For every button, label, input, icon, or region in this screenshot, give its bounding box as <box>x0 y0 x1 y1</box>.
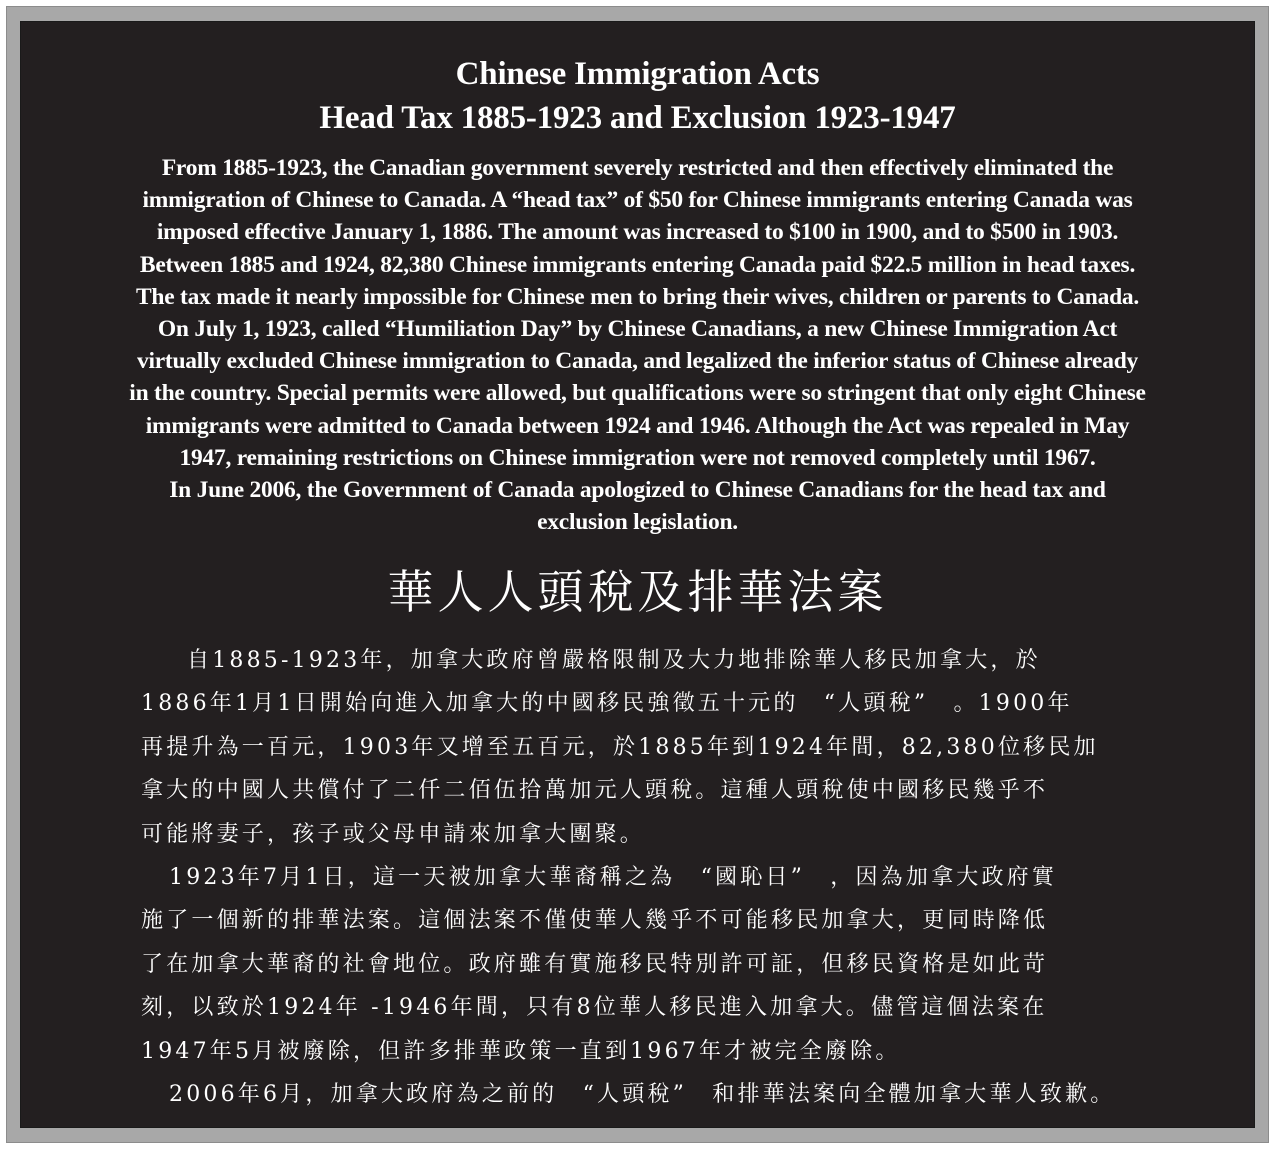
chinese-body-line: 刻，以致於1924年 -1946年間，只有8位華人移民進入加拿大。儘管這個法案在 <box>141 995 1048 1021</box>
chinese-body-line: 2006年6月，加拿大政府為之前的 “人頭稅” 和排華法案向全體加拿大華人致歉。 <box>169 1082 1116 1108</box>
chinese-body-line: 1886年1月1日開始向進入加拿大的中國移民強徵五十元的 “人頭稅” 。1900年 <box>141 691 1073 717</box>
english-body-line: immigration of Chinese to Canada. A “head tax” of $50 for Chinese immigrants entering Canada was <box>142 187 1133 214</box>
english-title-line-2: Head Tax 1885-1923 and Exclusion 1923-1947 <box>319 100 956 136</box>
english-body-line: The tax made it nearly impossible for Chinese men to bring their wives, children or parents to Canada. <box>135 283 1140 310</box>
plaque <box>20 21 1255 1128</box>
chinese-title: 華人人頭稅及排華法案 <box>387 565 888 619</box>
chinese-body-line: 1947年5月被廢除，但許多排華政策一直到1967年才被完全廢除。 <box>141 1038 901 1064</box>
english-body-line: From 1885-1923, the Canadian government severely restricted and then effectively eliminated the <box>161 155 1114 181</box>
english-body-line: immigrants were admitted to Canada between 1924 and 1946. Although the Act was repealed in May <box>145 412 1130 439</box>
english-body-line: exclusion legislation. <box>537 509 738 536</box>
english-body-line: imposed effective January 1, 1886. The amount was increased to $100 in 1900, and to $500 in 1903. <box>156 219 1119 246</box>
english-body-line: in the country. Special permits were allowed, but qualifications were so stringent that only eight Chinese <box>129 380 1146 407</box>
english-title-line-1: Chinese Immigration Acts <box>455 56 820 92</box>
chinese-body-line: 1923年7月1日，這一天被加拿大華裔稱之為 “國恥日” ，因為加拿大政府實 <box>169 865 1058 891</box>
chinese-body-line: 再提升為一百元，1903年又增至五百元，於1885年到1924年間，82,380位移民加 <box>141 734 1099 760</box>
plaque-frame <box>6 6 1269 1143</box>
english-body-line: On July 1, 1923, called “Humiliation Day” by Chinese Canadians, a new Chinese Immigration Act <box>157 316 1118 343</box>
english-body-line: Between 1885 and 1924, 82,380 Chinese immigrants entering Canada paid $22.5 million in head taxes. <box>139 251 1136 278</box>
chinese-body-line: 拿大的中國人共償付了二仟二佰伍拾萬加元人頭稅。這種人頭稅使中國移民幾乎不 <box>141 778 1049 804</box>
english-body-line: virtually excluded Chinese immigration to Canada, and legalized the inferior status of Chinese already <box>136 348 1139 375</box>
english-body-line: In June 2006, the Government of Canada apologized to Chinese Canadians for the head tax and <box>169 477 1106 504</box>
chinese-body <box>141 639 1191 1116</box>
chinese-body-line: 可能將妻子，孩子或父母申請來加拿大團聚。 <box>141 821 646 847</box>
english-body <box>21 152 1254 538</box>
english-body-line: 1947, remaining restrictions on Chinese immigration were not removed completely until 1967. <box>179 444 1096 471</box>
chinese-body-line: 施了一個新的排華法案。這個法案不僅使華人幾乎不可能移民加拿大，更同時降低 <box>141 908 1049 934</box>
chinese-body-line: 了在加拿大華裔的社會地位。政府雖有實施移民特別許可証，但移民資格是如此苛 <box>141 951 1049 977</box>
chinese-body-line: 自1885-1923年，加拿大政府曾嚴格限制及大力地排除華人移民加拿大，於 <box>187 648 1041 673</box>
